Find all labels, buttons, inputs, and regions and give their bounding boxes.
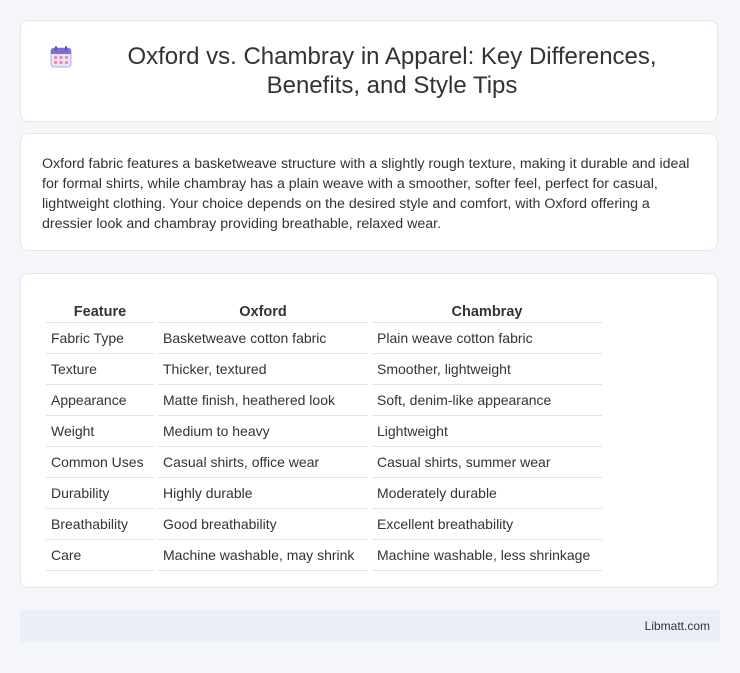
oxford-cell: Machine washable, may shrink — [158, 540, 368, 571]
header-chambray: Chambray — [372, 294, 602, 323]
chambray-cell: Machine washable, less shrinkage — [372, 540, 602, 571]
oxford-cell: Thicker, textured — [158, 354, 368, 385]
oxford-cell: Basketweave cotton fabric — [158, 323, 368, 354]
page-title: Oxford vs. Chambray in Apparel: Key Differences, Benefits, and Style Tips — [127, 43, 657, 99]
feature-cell: Common Uses — [46, 447, 154, 478]
feature-cell: Texture — [46, 354, 154, 385]
table-header-row — [46, 294, 602, 323]
table-row — [46, 478, 602, 509]
title-wrap — [49, 42, 689, 100]
comparison-table — [42, 294, 606, 571]
table-row — [46, 354, 602, 385]
header-feature: Feature — [46, 294, 154, 323]
feature-cell: Breathability — [46, 509, 154, 540]
oxford-cell: Medium to heavy — [158, 416, 368, 447]
chambray-cell: Casual shirts, summer wear — [372, 447, 602, 478]
feature-cell: Care — [46, 540, 154, 571]
feature-cell: Appearance — [46, 385, 154, 416]
chambray-cell: Excellent breathability — [372, 509, 602, 540]
title-card — [20, 20, 718, 122]
table-row — [46, 447, 602, 478]
table-row — [46, 323, 602, 354]
summary-paragraph: Oxford fabric features a basketweave structure with a slightly rough texture, making it durable and ideal for formal shirts, while chambray has a plain weave with a smoother, softer feel, perfect for casual, lightweight clothing. Your choice depends on the desired style and comfort, with Oxford offering a dressier look and chambray providing breathable, relaxed wear. — [42, 156, 690, 232]
oxford-cell: Casual shirts, office wear — [158, 447, 368, 478]
chambray-cell: Moderately durable — [372, 478, 602, 509]
calendar-icon — [49, 45, 73, 69]
footer-brand: Libmatt.com — [644, 619, 710, 633]
table-row — [46, 385, 602, 416]
oxford-cell: Good breathability — [158, 509, 368, 540]
header-oxford: Oxford — [158, 294, 368, 323]
footer — [20, 610, 720, 642]
table-row — [46, 509, 602, 540]
oxford-cell: Highly durable — [158, 478, 368, 509]
feature-cell: Fabric Type — [46, 323, 154, 354]
table-row — [46, 416, 602, 447]
chambray-cell: Plain weave cotton fabric — [372, 323, 602, 354]
oxford-cell: Matte finish, heathered look — [158, 385, 368, 416]
summary-card — [20, 133, 718, 251]
feature-cell: Durability — [46, 478, 154, 509]
comparison-card — [20, 273, 718, 588]
chambray-cell: Smoother, lightweight — [372, 354, 602, 385]
table-row — [46, 540, 602, 571]
chambray-cell: Soft, denim-like appearance — [372, 385, 602, 416]
chambray-cell: Lightweight — [372, 416, 602, 447]
feature-cell: Weight — [46, 416, 154, 447]
